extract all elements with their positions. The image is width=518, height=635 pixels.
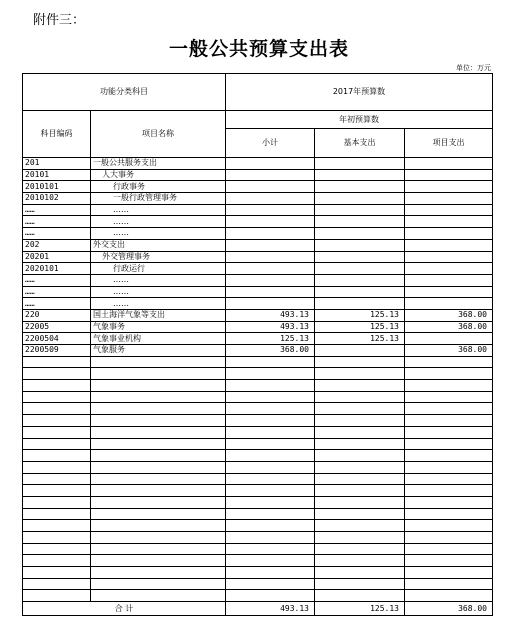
project-cell: 368.00 (405, 309, 493, 321)
project-cell (405, 239, 493, 251)
empty-cell (405, 461, 493, 473)
basic-cell: 125.13 (315, 333, 405, 345)
empty-cell (405, 403, 493, 415)
empty-cell (226, 426, 315, 438)
empty-cell (226, 555, 315, 567)
empty-cell (23, 415, 91, 427)
empty-row (23, 426, 493, 438)
code-cell: …… (23, 216, 91, 228)
empty-cell (23, 356, 91, 368)
empty-cell (226, 485, 315, 497)
table-row (23, 345, 493, 357)
code-cell: 2020101 (23, 263, 91, 275)
empty-cell (315, 380, 405, 392)
basic-cell (315, 158, 405, 170)
empty-cell (23, 520, 91, 532)
empty-cell (23, 380, 91, 392)
subtotal-cell: 125.13 (226, 333, 315, 345)
empty-cell (226, 520, 315, 532)
subtotal-cell (226, 263, 315, 275)
name-cell: …… (91, 298, 226, 310)
empty-cell (226, 415, 315, 427)
subtotal-cell: 368.00 (226, 345, 315, 357)
empty-cell (91, 520, 226, 532)
project-cell (405, 193, 493, 205)
empty-cell (315, 461, 405, 473)
empty-cell (226, 578, 315, 590)
name-cell: …… (91, 216, 226, 228)
empty-cell (405, 415, 493, 427)
project-cell: 368.00 (405, 321, 493, 333)
code-cell: 20201 (23, 251, 91, 263)
code-cell: 22005 (23, 321, 91, 333)
basic-cell (315, 345, 405, 357)
subtotal-cell (226, 239, 315, 251)
empty-row (23, 415, 493, 427)
empty-cell (23, 426, 91, 438)
subtotal-cell (226, 228, 315, 240)
table-row (23, 193, 493, 205)
project-cell (405, 263, 493, 275)
name-cell: …… (91, 286, 226, 298)
name-cell: 一般公共服务支出 (91, 158, 226, 170)
code-cell: …… (23, 228, 91, 240)
code-cell: …… (23, 274, 91, 286)
empty-cell (91, 403, 226, 415)
attachment-label: 附件三： (33, 13, 86, 28)
empty-row (23, 496, 493, 508)
code-cell: 2200504 (23, 333, 91, 345)
code-header: 科目编码 (23, 111, 91, 158)
name-cell: 气象服务 (91, 345, 226, 357)
empty-cell (226, 391, 315, 403)
empty-cell (315, 368, 405, 380)
empty-cell (405, 473, 493, 485)
empty-row (23, 461, 493, 473)
basic-cell (315, 274, 405, 286)
empty-cell (405, 532, 493, 544)
header-row-1 (23, 74, 493, 111)
name-cell: 气象事务 (91, 321, 226, 333)
empty-cell (405, 496, 493, 508)
project-cell (405, 333, 493, 345)
subtotal-cell (226, 204, 315, 216)
page-title: 一般公共预算支出表 (168, 38, 349, 60)
name-header: 项目名称 (91, 111, 226, 158)
empty-cell (226, 356, 315, 368)
code-cell: 2010101 (23, 181, 91, 193)
name-cell: 行政事务 (91, 181, 226, 193)
empty-cell (315, 426, 405, 438)
empty-cell (91, 450, 226, 462)
name-cell: 气象事业机构 (91, 333, 226, 345)
empty-cell (226, 473, 315, 485)
table-row (23, 309, 493, 321)
code-cell: 202 (23, 239, 91, 251)
table-row (23, 228, 493, 240)
empty-cell (91, 438, 226, 450)
basic-cell (315, 216, 405, 228)
empty-cell (23, 438, 91, 450)
empty-row (23, 543, 493, 555)
empty-cell (23, 496, 91, 508)
empty-cell (226, 567, 315, 579)
code-cell: 220 (23, 309, 91, 321)
empty-row (23, 520, 493, 532)
basic-cell (315, 204, 405, 216)
empty-cell (23, 391, 91, 403)
empty-cell (23, 461, 91, 473)
empty-cell (23, 508, 91, 520)
empty-cell (315, 403, 405, 415)
empty-cell (315, 473, 405, 485)
empty-cell (91, 380, 226, 392)
empty-cell (23, 578, 91, 590)
empty-cell (315, 543, 405, 555)
empty-cell (405, 567, 493, 579)
total-basic: 125.13 (315, 602, 405, 616)
empty-row (23, 555, 493, 567)
code-cell: …… (23, 286, 91, 298)
table-row (23, 251, 493, 263)
empty-cell (405, 578, 493, 590)
empty-cell (91, 461, 226, 473)
table-row (23, 239, 493, 251)
project-cell: 368.00 (405, 345, 493, 357)
empty-cell (315, 415, 405, 427)
table-row (23, 158, 493, 170)
empty-cell (226, 543, 315, 555)
total-project: 368.00 (405, 602, 493, 616)
empty-cell (91, 485, 226, 497)
total-row (23, 602, 493, 616)
basic-cell (315, 251, 405, 263)
func-class-header: 功能分类科目 (23, 74, 226, 111)
empty-cell (91, 543, 226, 555)
basic-cell: 125.13 (315, 309, 405, 321)
name-cell: …… (91, 274, 226, 286)
empty-cell (405, 426, 493, 438)
empty-row (23, 508, 493, 520)
empty-row (23, 356, 493, 368)
empty-row (23, 438, 493, 450)
empty-cell (226, 461, 315, 473)
empty-cell (315, 450, 405, 462)
empty-cell (226, 450, 315, 462)
code-cell: …… (23, 298, 91, 310)
empty-cell (91, 555, 226, 567)
empty-cell (315, 356, 405, 368)
total-label: 合 计 (23, 602, 226, 616)
empty-row (23, 485, 493, 497)
empty-cell (315, 496, 405, 508)
empty-cell (315, 485, 405, 497)
empty-cell (23, 532, 91, 544)
table-row (23, 298, 493, 310)
name-cell: 外交支出 (91, 239, 226, 251)
empty-row (23, 567, 493, 579)
basic-header: 基本支出 (315, 129, 405, 158)
project-cell (405, 286, 493, 298)
table-row (23, 286, 493, 298)
empty-cell (405, 438, 493, 450)
empty-cell (405, 391, 493, 403)
empty-cell (23, 450, 91, 462)
basic-cell (315, 169, 405, 181)
empty-cell (226, 496, 315, 508)
empty-cell (405, 368, 493, 380)
header-row-2 (23, 111, 493, 129)
empty-cell (226, 590, 315, 602)
empty-cell (91, 532, 226, 544)
empty-cell (226, 438, 315, 450)
basic-cell (315, 239, 405, 251)
empty-cell (405, 543, 493, 555)
project-cell (405, 274, 493, 286)
table-row (23, 204, 493, 216)
budget-table (22, 73, 493, 616)
empty-cell (91, 391, 226, 403)
empty-cell (315, 532, 405, 544)
empty-cell (315, 391, 405, 403)
empty-cell (315, 590, 405, 602)
empty-cell (23, 473, 91, 485)
project-header: 项目支出 (405, 129, 493, 158)
empty-row (23, 473, 493, 485)
code-cell: 2200509 (23, 345, 91, 357)
table-row (23, 263, 493, 275)
empty-cell (405, 520, 493, 532)
empty-cell (23, 368, 91, 380)
table-row (23, 169, 493, 181)
subtotal-cell (226, 286, 315, 298)
project-cell (405, 228, 493, 240)
project-cell (405, 216, 493, 228)
name-cell: …… (91, 228, 226, 240)
empty-cell (91, 356, 226, 368)
name-cell: 国土海洋气象等支出 (91, 309, 226, 321)
empty-cell (315, 578, 405, 590)
table-row (23, 274, 493, 286)
empty-cell (91, 426, 226, 438)
empty-cell (23, 555, 91, 567)
subtotal-cell (226, 158, 315, 170)
empty-row (23, 368, 493, 380)
empty-cell (405, 485, 493, 497)
code-cell: …… (23, 204, 91, 216)
subtotal-cell: 493.13 (226, 309, 315, 321)
empty-cell (91, 415, 226, 427)
name-cell: 一般行政管理事务 (91, 193, 226, 205)
table-row (23, 216, 493, 228)
empty-cell (405, 555, 493, 567)
basic-cell (315, 286, 405, 298)
budget-2017-header: 2017年预算数 (226, 74, 493, 111)
table-row (23, 181, 493, 193)
table-row (23, 321, 493, 333)
basic-cell: 125.13 (315, 321, 405, 333)
empty-cell (315, 567, 405, 579)
project-cell (405, 298, 493, 310)
name-cell: 人大事务 (91, 169, 226, 181)
code-cell: 2010102 (23, 193, 91, 205)
basic-cell (315, 181, 405, 193)
subtotal-cell (226, 298, 315, 310)
empty-cell (315, 508, 405, 520)
empty-cell (91, 578, 226, 590)
empty-cell (91, 473, 226, 485)
subtotal-cell: 493.13 (226, 321, 315, 333)
total-subtotal: 493.13 (226, 602, 315, 616)
empty-cell (91, 590, 226, 602)
empty-cell (23, 485, 91, 497)
subtotal-cell (226, 274, 315, 286)
empty-cell (23, 543, 91, 555)
project-cell (405, 158, 493, 170)
empty-row (23, 578, 493, 590)
empty-row (23, 380, 493, 392)
empty-row (23, 450, 493, 462)
empty-cell (405, 356, 493, 368)
project-cell (405, 204, 493, 216)
empty-cell (226, 508, 315, 520)
empty-row (23, 403, 493, 415)
empty-cell (23, 403, 91, 415)
subtotal-cell (226, 169, 315, 181)
empty-cell (405, 380, 493, 392)
code-cell: 20101 (23, 169, 91, 181)
empty-cell (405, 450, 493, 462)
subtotal-cell (226, 193, 315, 205)
empty-cell (91, 508, 226, 520)
empty-row (23, 391, 493, 403)
empty-cell (315, 555, 405, 567)
empty-cell (315, 438, 405, 450)
empty-cell (315, 520, 405, 532)
empty-row (23, 590, 493, 602)
subtotal-cell (226, 251, 315, 263)
empty-row (23, 532, 493, 544)
name-cell: …… (91, 204, 226, 216)
project-cell (405, 181, 493, 193)
project-cell (405, 251, 493, 263)
basic-cell (315, 193, 405, 205)
empty-cell (23, 590, 91, 602)
initial-budget-header: 年初预算数 (226, 111, 493, 129)
subtotal-cell (226, 216, 315, 228)
empty-cell (405, 590, 493, 602)
empty-cell (91, 368, 226, 380)
code-cell: 201 (23, 158, 91, 170)
empty-cell (405, 508, 493, 520)
subtotal-header: 小计 (226, 129, 315, 158)
table-row (23, 333, 493, 345)
basic-cell (315, 228, 405, 240)
basic-cell (315, 263, 405, 275)
empty-cell (226, 403, 315, 415)
basic-cell (315, 298, 405, 310)
empty-cell (23, 567, 91, 579)
empty-cell (91, 567, 226, 579)
empty-cell (226, 380, 315, 392)
project-cell (405, 169, 493, 181)
empty-cell (91, 496, 226, 508)
name-cell: 外交管理事务 (91, 251, 226, 263)
subtotal-cell (226, 181, 315, 193)
empty-cell (226, 532, 315, 544)
unit-label: 单位：万元 (456, 64, 491, 72)
empty-cell (226, 368, 315, 380)
name-cell: 行政运行 (91, 263, 226, 275)
